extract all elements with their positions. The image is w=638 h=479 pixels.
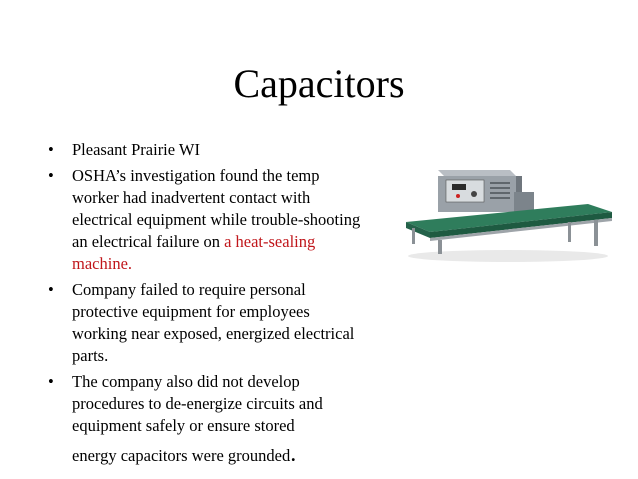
bullet-item (44, 279, 364, 367)
machine-leg (438, 240, 442, 254)
machine-vent (490, 187, 510, 189)
machine-leg (412, 228, 415, 244)
bullet-item (44, 165, 364, 275)
machine-leg (594, 220, 598, 246)
machine-vent (490, 197, 510, 199)
bullet-text: OSHA’s investigation found the temp worker had inadvertent contact with electrical equipment while trouble-shooting an electrical failure on (72, 166, 361, 251)
highlighted-text: a heat-sealing machine. (72, 232, 316, 273)
bullet-marker: • (48, 372, 54, 391)
slide-title: Capacitors (233, 61, 405, 106)
machine-housing-top (438, 170, 516, 176)
bullet-item (44, 371, 364, 467)
machine-panel (446, 180, 484, 202)
machine-knob (456, 194, 460, 198)
bullet-marker: • (48, 166, 54, 185)
heat-sealing-machine-image (398, 160, 616, 270)
bullet-marker: • (48, 140, 54, 159)
bullet-item (44, 139, 364, 161)
bullet-text: Company failed to require personal protective equipment for employees working near exposed, energized electrical parts. (72, 280, 355, 365)
machine-leg (568, 222, 571, 242)
machine-vent (490, 182, 510, 184)
machine-vent (490, 192, 510, 194)
machine-knob (471, 191, 477, 197)
closing-period: . (290, 441, 297, 467)
machine-display (452, 184, 466, 190)
sealing-head (514, 192, 534, 212)
bullet-list (44, 139, 364, 471)
bullet-text: The company also did not develop procedures to de-energize circuits and equipment safely or ensure stored (72, 372, 323, 435)
bullet-text: Pleasant Prairie WI (72, 140, 200, 159)
bullet-text-last-line (72, 441, 297, 467)
bullet-text-tail: energy capacitors were grounded (72, 446, 291, 465)
bullet-marker: • (48, 280, 54, 299)
